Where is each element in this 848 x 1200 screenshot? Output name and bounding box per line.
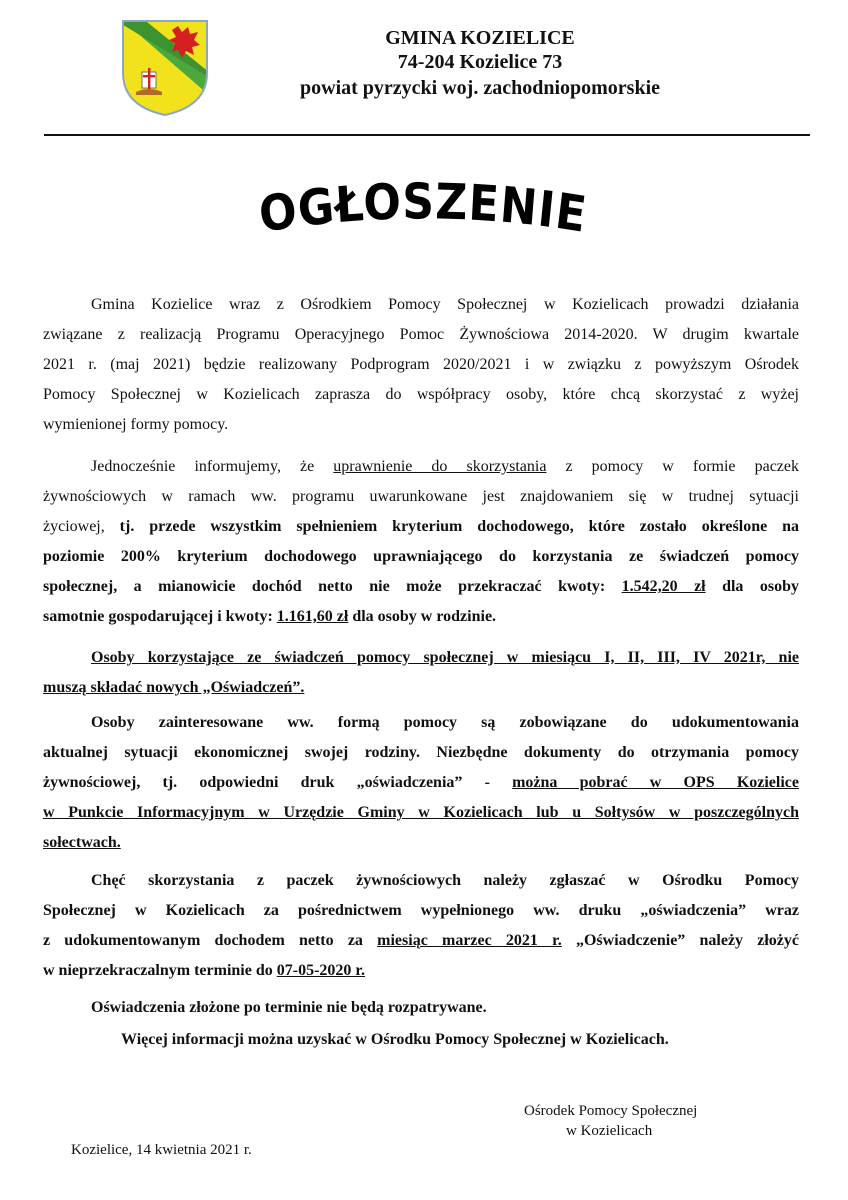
page-title [223, 168, 623, 258]
header-address: 74-204 Kozielice 73 [397, 51, 563, 73]
income-month: miesiąc marzec 2021 r. [377, 932, 562, 949]
svg-text:OGŁOSZENIE: OGŁOSZENIE [256, 174, 591, 245]
deadline-date: 07-05-2020 r. [276, 962, 366, 979]
header-divider [44, 134, 810, 136]
paragraph-existing-beneficiaries: Osoby korzystające ze świadczeń pomocy społecznej w miesiącu I, II, III, IV 2021r, nie muszą składać nowych „Oświadczeń”. [43, 649, 799, 696]
signature-line-1: Ośrodek Pomocy Społecznej [524, 1103, 698, 1119]
paragraph-application: Chęć skorzystania z paczek żywnościowych należy zgłaszać w Ośrodku Pomocy Społecznej w Kozielicach za pośrednictwem wypełnionego ww. druku „oświadczenia” wraz z udokumentowanym dochodem netto za miesiąc marzec 2021 r. „Oświadczenie” należy złożyć w nieprzekraczalnym terminie do 07-05-2020 r. [43, 872, 799, 979]
document-date: Kozielice, 14 kwietnia 2021 r. [71, 1142, 252, 1158]
paragraph-program-info: Gmina Kozielice wraz z Ośrodkiem Pomocy Społecznej w Kozielicach prowadzi działania związane z realizacją Programu Operacyjnego Pomoc Żywnościowa 2014-2020. W drugim kwartale 2021 r. (maj 2021) będzie realizowany Podprogram 2020/2021 i w związku z powyższym Ośrodek Pomocy Społecznej w Kozielicach zaprasza do współpracy osoby, które chcą skorzystać z wyżej wymienionej formy pomocy. [43, 296, 799, 433]
income-limit-single: 1.542,20 zł [621, 578, 706, 595]
header-municipality: GMINA KOZIELICE [385, 27, 575, 49]
paragraph-more-info: Więcej informacji można uzyskać w Ośrodku Pomocy Społecznej w Kozielicach. [121, 1031, 669, 1048]
header-county: powiat pyrzycki woj. zachodniopomorskie [300, 77, 660, 99]
paragraph-documents: Osoby zainteresowane ww. formą pomocy są zobowiązane do udokumentowania aktualnej sytuacji ekonomicznej swojej rodziny. Niezbędne dokumenty do otrzymania pomocy żywnościowej, tj. odpowiedni druk „oświadczenia” - można pobrać w OPS Kozielice w Punkcie Informacyjnym w Urzędzie Gminy w Kozielicach lub u Sołtysów w poszczególnych sołectwach. [43, 714, 799, 851]
coat-of-arms-icon [120, 18, 210, 118]
signature-line-2: w Kozielicach [566, 1123, 653, 1139]
paragraph-eligibility: Jednocześnie informujemy, że uprawnienie do skorzystania z pomocy w formie paczek żywnościowych w ramach ww. programu uwarunkowane jest znajdowaniem się w trudnej sytuacji życiowej, tj. przede wszystkim spełnieniem kryterium dochodowego, które zostało określone na poziomie 200% kryterium dochodowego uprawniającego do korzystania ze świadczeń pomocy społecznej, a mianowicie dochód netto nie może przekraczać kwoty: 1.542,20 zł dla osoby samotnie gospodarującej i kwoty: 1.161,60 zł dla osoby w rodzinie. [43, 458, 800, 625]
paragraph-late-submissions: Oświadczenia złożone po terminie nie będą rozpatrywane. [91, 999, 487, 1016]
income-limit-family: 1.161,60 zł [276, 608, 349, 625]
